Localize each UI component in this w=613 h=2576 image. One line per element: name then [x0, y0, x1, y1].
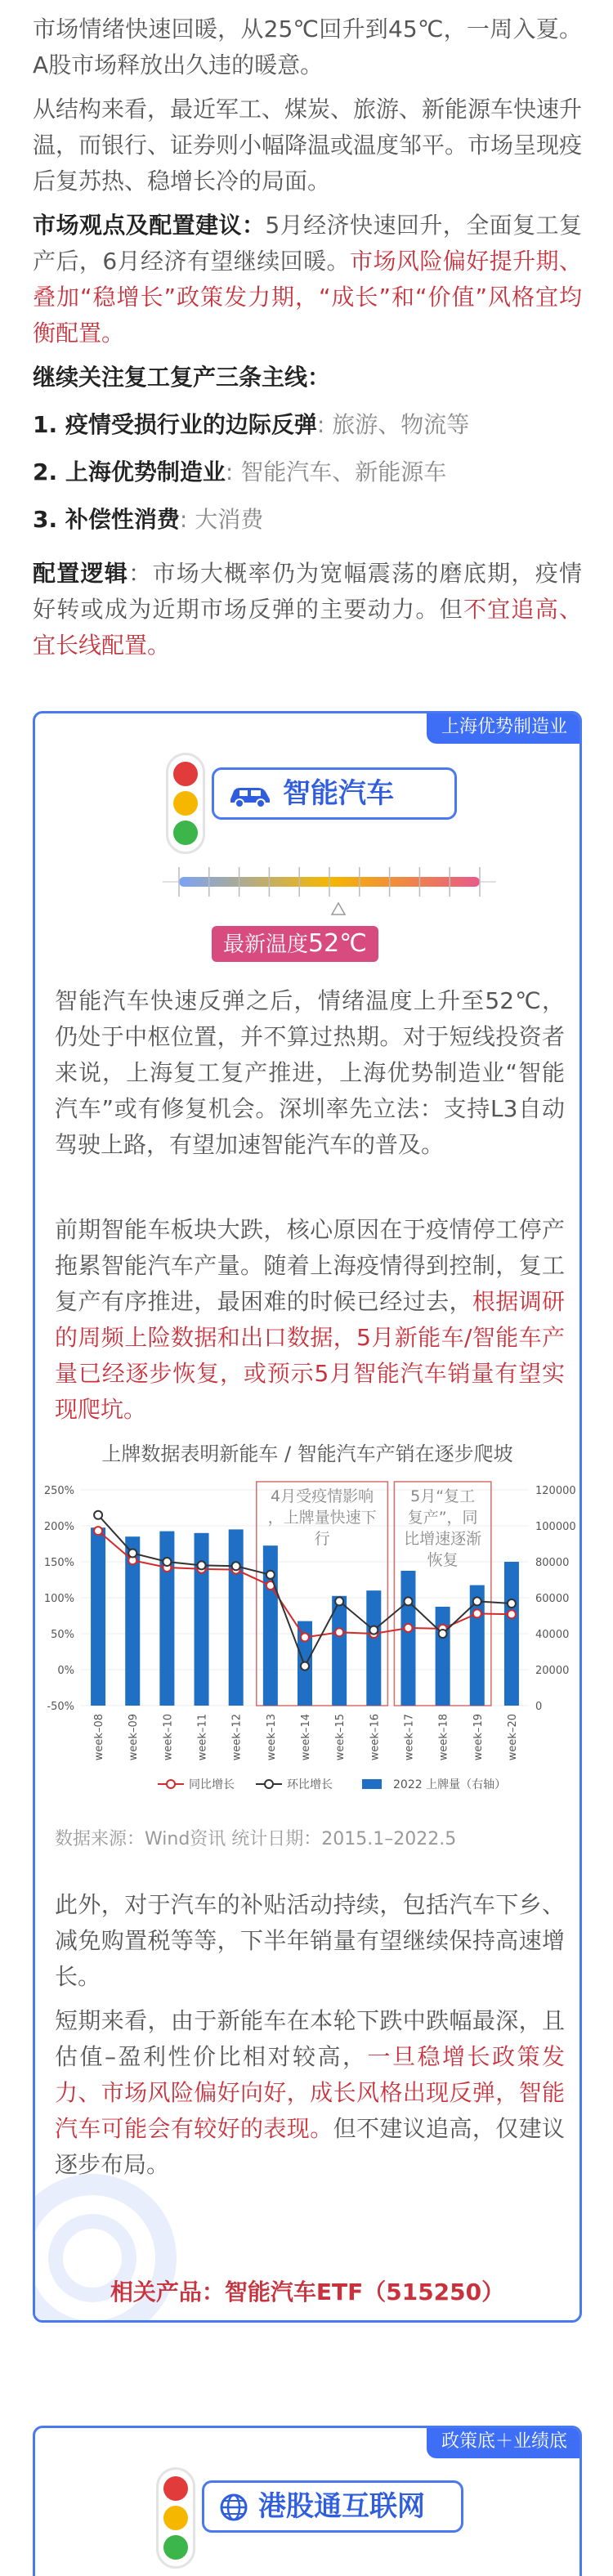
annotation-text: 复产”，同: [407, 1509, 478, 1527]
car-icon: [227, 781, 273, 807]
x-tick-label: week–20: [506, 1714, 519, 1761]
annotation-text: ，上牌量快速下: [267, 1509, 377, 1527]
mainline-item-label: 3. 补偿性消费: [33, 506, 180, 533]
mainline-item-2: [33, 454, 582, 490]
y-left-tick-label: 50%: [51, 1629, 74, 1641]
card-title-pill: [212, 767, 457, 820]
yoy-line-point: [335, 1628, 343, 1636]
x-tick-label: week–16: [369, 1714, 382, 1761]
mom-line-point: [198, 1561, 206, 1569]
paragraph-text: 但不建议追高，仅建议逐步布局。: [55, 2115, 565, 2178]
smart-car-paragraph-2: [55, 1212, 565, 1428]
paragraph-highlight: 一旦稳增长政策发力、市场风险偏好向好，成长风格出现反弹，智能汽车可能会有较好的表现。: [55, 2043, 565, 2142]
card-title: 港股通互联网: [258, 2490, 425, 2523]
x-tick-label: week–13: [265, 1714, 278, 1761]
bar: [504, 1562, 519, 1706]
temperature-value: 52℃: [308, 929, 367, 958]
y-right-tick-label: 20000: [535, 1665, 570, 1677]
y-left-tick-label: 100%: [43, 1593, 74, 1605]
bar: [366, 1590, 381, 1706]
bar: [263, 1545, 278, 1706]
allocation-logic-text: ：市场大概率仍为宽幅震荡的磨底期，疫情好转或成为近期市场反弹的主要动力。但: [33, 560, 582, 623]
yoy-line-point: [94, 1527, 102, 1535]
x-tick-label: week–10: [162, 1714, 175, 1761]
traffic-light-icon: [156, 2467, 195, 2569]
bar: [400, 1571, 415, 1706]
traffic-light-icon: [166, 753, 205, 854]
intro-paragraph-2: 从结构来看，最近军工、煤炭、旅游、新能源车快速升温，而银行、证券则小幅降温或温度邹平。市场呈现疫后复苏热、稳增长冷的局面。: [33, 96, 583, 195]
legend-marker: [167, 1780, 175, 1788]
bar: [195, 1533, 209, 1706]
x-tick-label: week–09: [128, 1714, 141, 1761]
y-right-tick-label: 100000: [535, 1521, 576, 1533]
mainline-item-sep: :: [179, 506, 195, 533]
mom-line-point: [369, 1626, 378, 1635]
legend-swatch: [362, 1779, 382, 1789]
annotation-text: 行: [314, 1530, 330, 1548]
annotation-text: 4月受疫情影响: [271, 1487, 374, 1505]
mom-line-point: [301, 1662, 309, 1670]
hk-internet-card: [33, 2426, 582, 2576]
mainline-item-3: [33, 502, 582, 538]
y-left-tick-label: 0%: [57, 1665, 74, 1677]
x-tick-label: week–08: [93, 1714, 106, 1761]
mainline-item-label: 1. 疫情受损行业的边际反弹: [33, 411, 317, 438]
mom-line-point: [439, 1630, 447, 1638]
x-tick-label: week–11: [196, 1714, 209, 1761]
x-tick-label: week–19: [472, 1714, 485, 1761]
market-view-label: 市场观点及配置建议：: [33, 212, 266, 239]
market-view-paragraph: [33, 208, 582, 351]
card-tag: 政策底＋业绩底: [427, 2426, 582, 2458]
smart-car-card: [33, 711, 582, 2323]
related-product-link[interactable]: 相关产品：智能汽车ETF（515250）: [110, 2279, 505, 2305]
bar: [229, 1529, 244, 1706]
chart-title: 上牌数据表明新能车 / 智能汽车产销在逐步爬坡: [101, 1442, 513, 1465]
x-tick-label: week–14: [300, 1714, 312, 1761]
legend-marker: [265, 1780, 273, 1788]
paragraph-highlight: 根据调研的周频上险数据和出口数据，5月新能车/智能车产量已经逐步恢复，或预示5月智能汽车销量有望实现爬坑。: [55, 1288, 565, 1423]
allocation-logic-paragraph: [33, 556, 582, 664]
mainline-item-value: 大消费: [195, 506, 264, 533]
mainline-item-value: 智能汽车、新能源车: [240, 458, 447, 485]
allocation-logic-label: 配置逻辑: [33, 560, 129, 587]
temperature-label: 最新温度: [223, 932, 309, 957]
card-tag: 上海优势制造业: [427, 711, 582, 744]
y-left-tick-label: 250%: [43, 1485, 74, 1497]
annotation-text: 5月“复工: [410, 1487, 476, 1505]
paragraph-text: 短期来看，由于新能车在本轮下跌中跌幅最深，且估值–盈利性价比相对较高，: [55, 2007, 565, 2070]
y-left-tick-label: -50%: [47, 1701, 74, 1713]
mom-line-point: [508, 1599, 516, 1608]
x-tick-label: week–15: [334, 1714, 347, 1761]
intro-paragraph-1: 市场情绪快速回暖，从25℃回升到45℃，一周入夏。A股市场释放出久违的暖意。: [33, 16, 582, 78]
annotation-text: 比增速逐渐: [404, 1530, 482, 1548]
smart-car-paragraph-3: 此外，对于汽车的补贴活动持续，包括汽车下乡、减免购置税等等，下半年销量有望继续保持高速增长。: [55, 1891, 565, 1990]
mom-line-point: [473, 1597, 481, 1605]
mainline-item-label: 2. 上海优势制造业: [33, 458, 226, 485]
y-right-tick-label: 120000: [535, 1485, 576, 1497]
mainline-item-sep: :: [225, 458, 241, 485]
smart-car-paragraph-4: [55, 2003, 565, 2183]
y-left-tick-label: 200%: [43, 1521, 74, 1533]
card-title-pill: [202, 2480, 463, 2533]
market-view-text: 5月经济快速回升，全面复工复产后，6月经济有望继续回暖。: [33, 212, 582, 275]
legend-label: 同比增长: [189, 1778, 235, 1791]
market-view-highlight: 市场风险偏好提升期、叠加“稳增长”政策发力期，“成长”和“价值”风格宜均衡配置。: [33, 248, 582, 347]
card-title: 智能汽车: [283, 777, 394, 810]
yoy-line-point: [301, 1633, 309, 1641]
mainline-title: 继续关注复工复产三条主线：: [33, 364, 331, 391]
legend-label: 环比增长: [287, 1778, 333, 1791]
annotation-text: 恢复: [427, 1551, 459, 1569]
mainline-item-1: [33, 407, 582, 443]
allocation-logic-highlight: 不宜追高、宜长线配置。: [33, 596, 582, 659]
x-tick-label: week–12: [230, 1714, 244, 1761]
temperature-badge: [212, 926, 378, 962]
scale-marker: [332, 903, 345, 915]
mom-line-point: [335, 1597, 343, 1605]
sales-chart: [35, 1474, 582, 1817]
yoy-line-point: [508, 1610, 516, 1618]
yoy-line-point: [404, 1624, 412, 1632]
mom-line-point: [404, 1597, 412, 1605]
globe-icon: [219, 2493, 248, 2522]
mom-line-point: [94, 1511, 102, 1519]
y-right-tick-label: 0: [535, 1701, 543, 1713]
mom-line-point: [163, 1558, 171, 1566]
mom-line-point: [232, 1562, 240, 1570]
mainline-item-sep: :: [316, 411, 333, 438]
paragraph-text: 前期智能车板块大跌，核心原因在于疫情停工停产拖累智能汽车产量。随着上海疫情得到控制，复工复产有序推进，最困难的时候已经过去，: [55, 1216, 565, 1315]
y-left-tick-label: 150%: [43, 1557, 74, 1569]
y-right-tick-label: 80000: [535, 1557, 570, 1569]
bar: [91, 1527, 105, 1706]
mom-line-point: [266, 1571, 275, 1579]
mom-line-point: [128, 1549, 136, 1557]
legend-label: 2022 上牌量（右轴）: [393, 1778, 507, 1791]
y-right-tick-label: 60000: [535, 1593, 570, 1605]
y-right-tick-label: 40000: [535, 1629, 570, 1641]
x-tick-label: week–18: [437, 1714, 450, 1761]
yoy-line-point: [473, 1609, 481, 1617]
bar: [436, 1607, 450, 1706]
data-source: 数据来源：Wind资讯 统计日期：2015.1–2022.5: [55, 1829, 457, 1849]
mainline-item-value: 旅游、物流等: [332, 411, 470, 438]
x-tick-label: week–17: [403, 1714, 416, 1761]
smart-car-paragraph-1: 智能汽车快速反弹之后，情绪温度上升至52℃，仍处于中枢位置，并不算过热期。对于短线投资者来说，上海复工复产推进，上海优势制造业“智能汽车”或有修复机会。深圳率先立法：支持L3自动驾驶上路，有望加速智能汽车的普及。: [55, 987, 565, 1158]
